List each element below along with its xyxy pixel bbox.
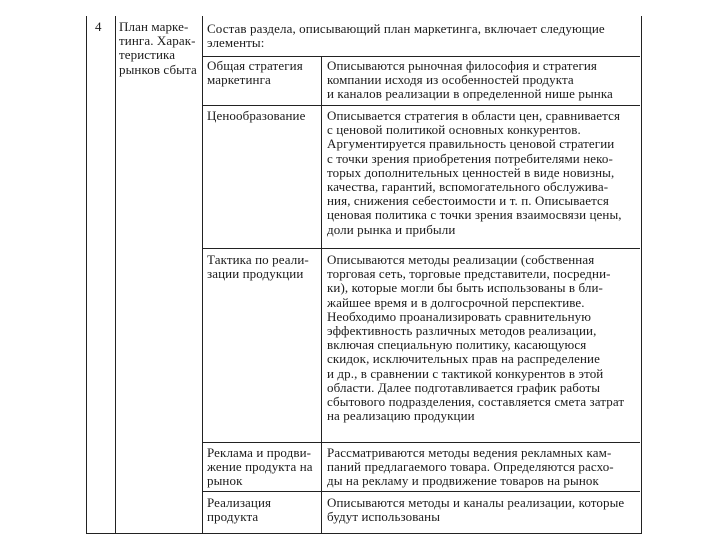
column-divider-title	[202, 16, 203, 533]
row-number: 4	[95, 19, 102, 34]
section-intro: Состав раздела, описывающий план маркетинга, включает следующие элементы:	[207, 21, 605, 51]
section-name-advertising: Реклама и продви- жение продукта на рынок	[207, 445, 313, 489]
section-name-pricing: Ценообразование	[207, 108, 306, 123]
section-desc-advertising: Рассматриваются методы ведения рекламных кам- паний предлагаемого товара. Определяются расхо- ды на рекламу и продвижение товаров на рынок	[327, 445, 614, 489]
column-divider-number	[115, 16, 116, 533]
row-title: План марке- тинга. Харак- теристика рынков сбыта	[119, 19, 197, 77]
row-divider-2	[202, 105, 640, 106]
section-name-sales: Реализация продукта	[207, 495, 272, 525]
section-desc-sales-tactics: Описываются методы реализации (собственная торговая сеть, торговые представители, посредни- ки), которые могли бы быть использованы в бли- жайшее время и в долгосрочной перспективе. Необходимо проанализировать сравнительную эффективность различных методов реализации, включая специальную политику, касающуюся скидок, исключительных прав на распределение и др., в сравнении с тактикой конкурентов в этой области. Далее подготавливается график работы сбытового подразделения, составляется смета затрат на реализацию продукции	[327, 252, 625, 424]
column-divider-section	[321, 56, 322, 533]
row-divider-3	[202, 248, 640, 249]
section-name-sales-tactics: Тактика по реали- зации продукции	[207, 252, 309, 282]
section-name-strategy: Общая стратегия маркетинга	[207, 58, 303, 88]
section-desc-sales: Описываются методы и каналы реализации, которые будут использованы	[327, 495, 625, 525]
row-divider-5	[202, 491, 640, 492]
section-desc-pricing: Описывается стратегия в области цен, сравнивается с ценовой политикой основных конкурентов. Аргументируется правильность ценовой стратегии с точки зрения приобретения потребителями неко- торых дополнительных ценностей в виде новизны, качества, гарантий, вспомогательного обслужива- ния, снижения себестоимости и т. п. Описывается ценовая политика с точки зрения взаимосвязи цены, доли рынка и прибыли	[327, 108, 622, 237]
section-desc-strategy: Описываются рыночная философия и стратегия компании исходя из особенностей продукта и каналов реализации в определенной нише рынка	[327, 58, 613, 102]
row-divider-1	[202, 56, 640, 57]
row-divider-4	[202, 442, 640, 443]
